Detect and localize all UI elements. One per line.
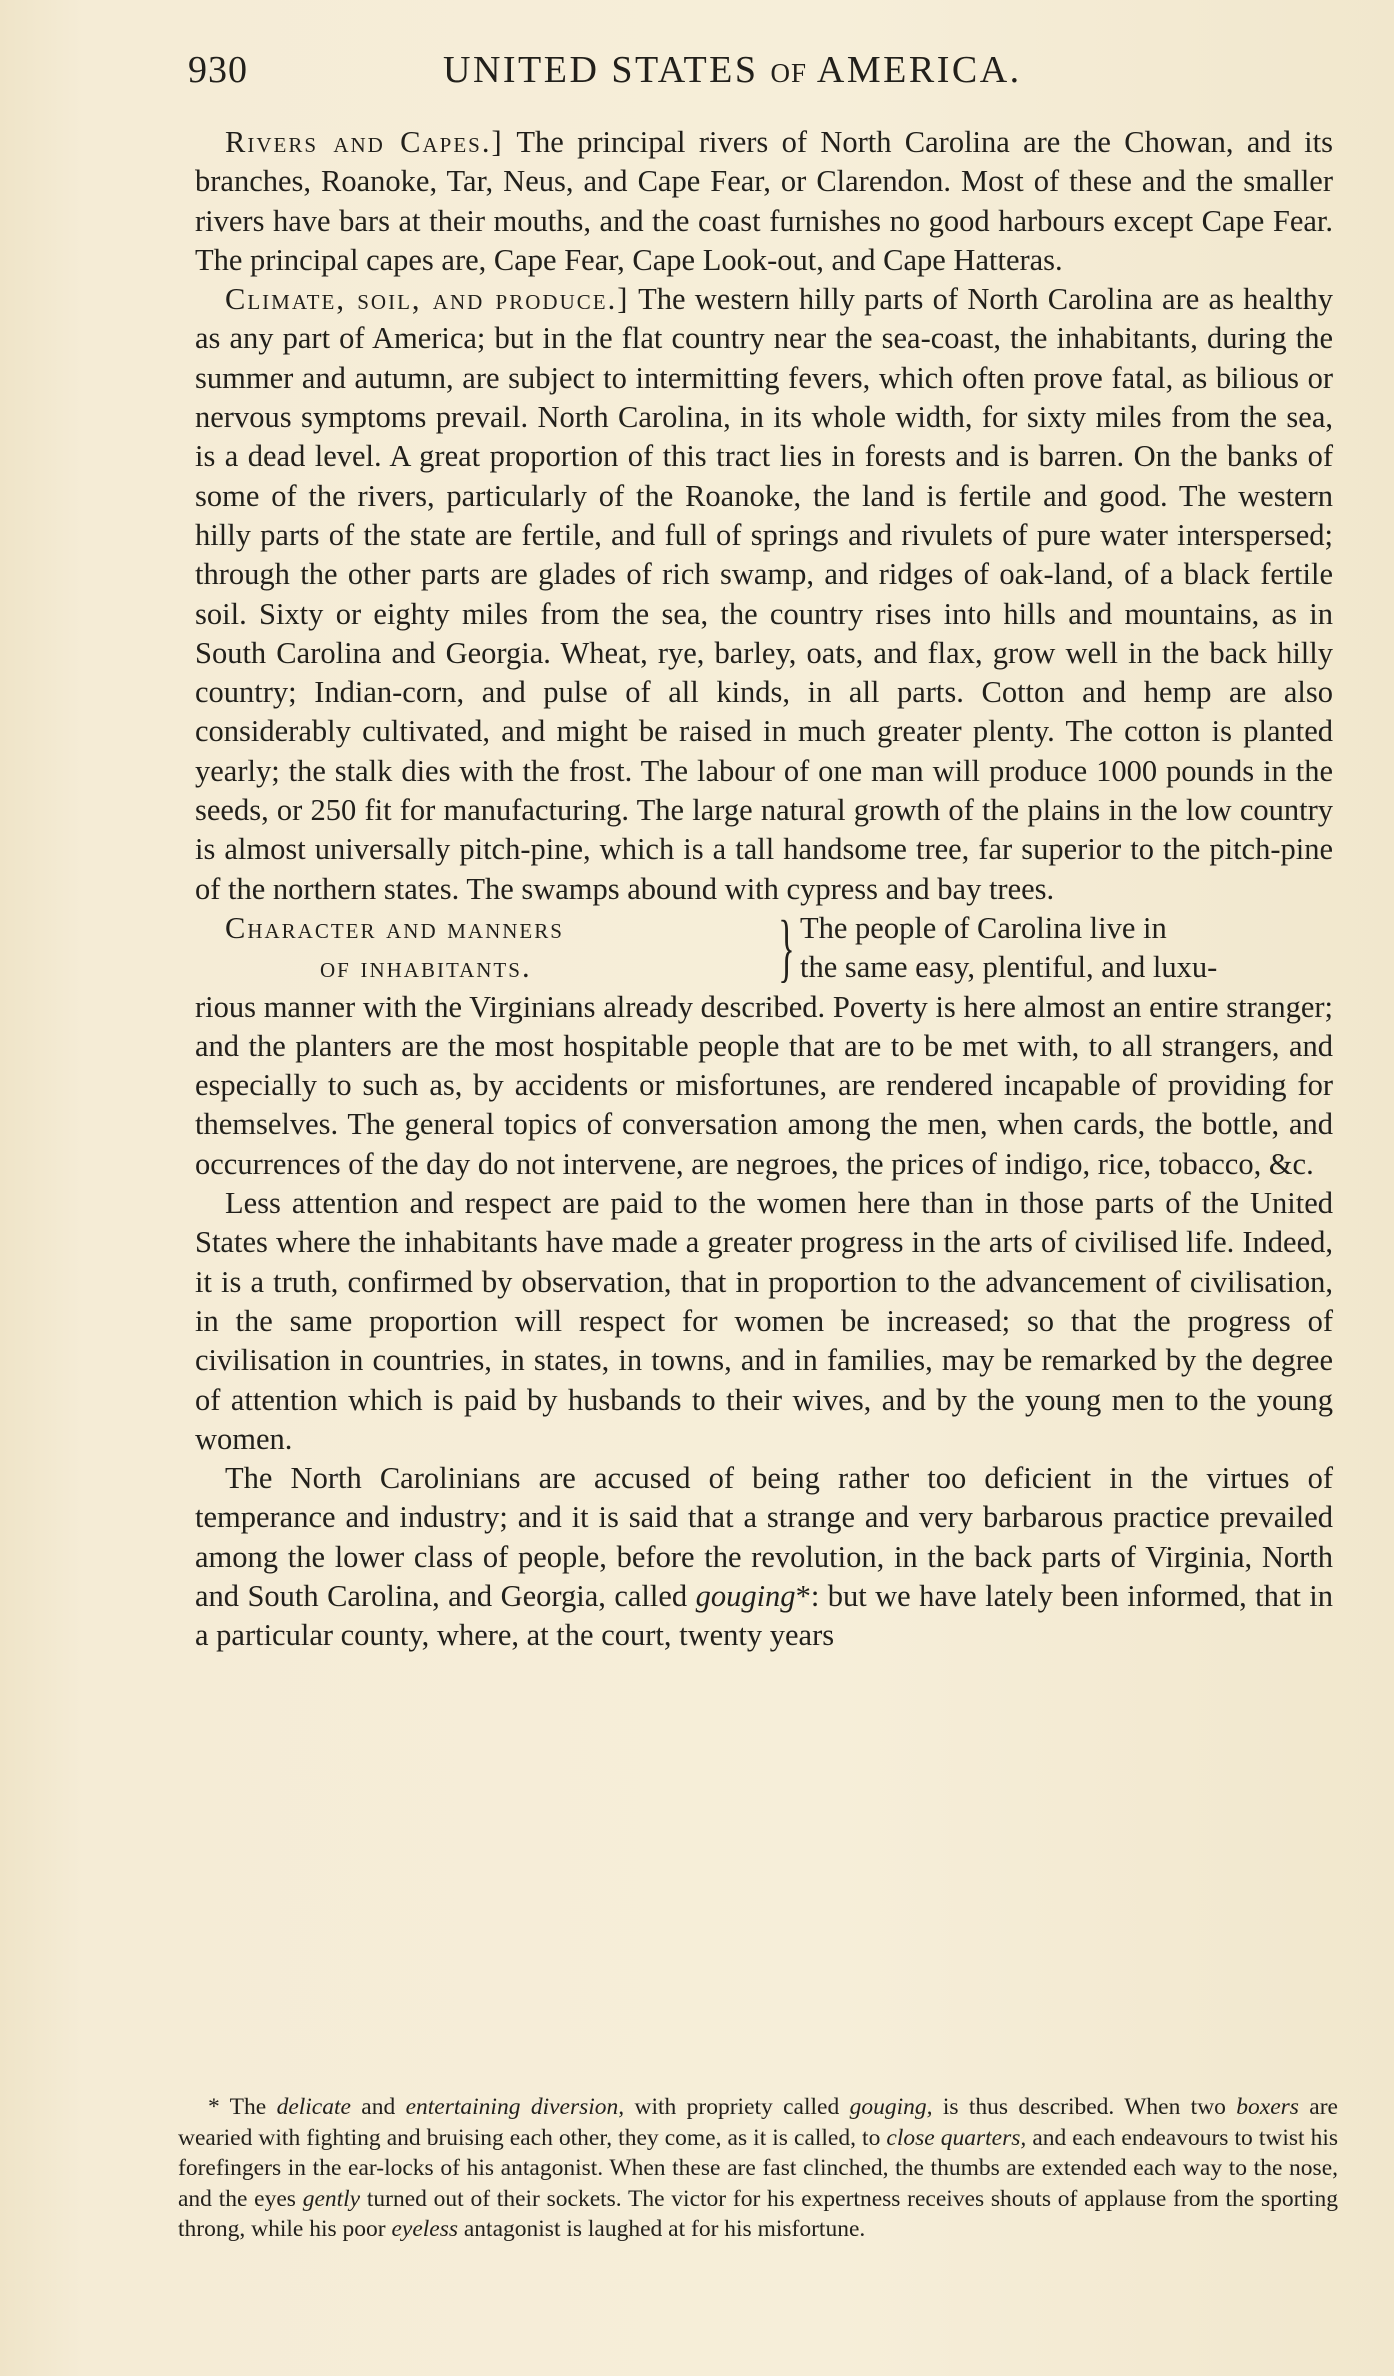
fn-italic-5: close quarters, xyxy=(886,2124,1027,2151)
brace-glyph: } xyxy=(778,905,795,990)
section-heading-rivers: Rivers and Capes.] xyxy=(225,125,504,159)
section-heading-climate: Climate, soil, and produce.] xyxy=(225,282,630,317)
main-text xyxy=(195,123,1333,1656)
fn-italic-1: delicate xyxy=(276,2094,351,2120)
fn-text-7: turned out of their sockets. The victor for his expertness receives shouts of applause from the sporting throng, while his poor xyxy=(178,2185,1338,2242)
footnote xyxy=(178,2092,1338,2245)
side-heading-text xyxy=(800,909,1333,988)
fn-italic-2: entertaining diversion, xyxy=(405,2094,625,2120)
gouging-text-before: The North Carolinians are accused of being rather too deficient in the virtues of temperance and industry; and it is said that a strange and very barbarous practice prevailed among the lower class of people, before the revolution, in the back parts of Virginia, North and South Carolina, and Georgia, called xyxy=(195,1461,1333,1613)
paragraph-climate xyxy=(195,280,1333,909)
paragraph-character: rious manner with the Virginians already described. Poverty is here almost an entire stranger; and the planters are the most hospitable people that are to be met with, to all strangers, and especially to such as, by accidents or misfortunes, are rendered incapable of providing for themselves. The general topics of conversation among the men, when cards, the bottle, and occurrences of the day do not intervene, are negroes, the prices of indigo, rice, tobacco, &c. xyxy=(195,989,1333,1181)
section-heading-character-line1: Character and manners xyxy=(225,910,564,945)
fn-text-6: and each endeavours to twist his forefingers in the ear-locks of his antagonist. When these are fast clinched, the thumbs are extended each way to the nose, and the eyes xyxy=(178,2124,1339,2212)
character-text-line1: The people of Carolina live in xyxy=(800,910,1167,945)
title-part-of: OF xyxy=(770,58,808,88)
fn-text-5: are wearied with fighting and bruising each other, they come, as it is called, to xyxy=(178,2094,1338,2151)
paragraph-gouging xyxy=(195,1459,1333,1655)
rivers-text: The principal rivers of North Carolina are the Chowan, and its branches, Roanoke, Tar, Neus, and Cape Fear, or Clarendon. Most of these and the smaller rivers have bars at their mouths, and the coast furnishes no good harbours except Cape Fear. The principal capes are, Cape Fear, Cape Look-out, and Cape Hatteras. xyxy=(195,125,1333,277)
fn-italic-6: gently xyxy=(302,2185,361,2212)
running-header xyxy=(188,48,1338,98)
title-part-2: AMERICA. xyxy=(816,49,1022,91)
title-part-1: UNITED STATES xyxy=(443,49,759,91)
side-heading-labels xyxy=(195,909,770,988)
footnote-paragraph xyxy=(178,2092,1338,2245)
fn-text-8: antagonist is laughed at for his misfortune. xyxy=(458,2216,866,2242)
running-title xyxy=(443,48,1022,92)
gouging-text-after: *: but we have lately been informed, that in a particular county, where, at the court, twenty years xyxy=(195,1578,1333,1653)
fn-italic-4: boxers xyxy=(1236,2094,1299,2120)
fn-text-2: and xyxy=(350,2094,406,2120)
page-number: 930 xyxy=(188,49,248,91)
fn-text-3: with propriety called xyxy=(624,2094,850,2120)
fn-italic-7: eyeless xyxy=(391,2216,458,2242)
fn-text-1: * The xyxy=(208,2094,277,2120)
fn-italic-3: gouging, xyxy=(849,2094,933,2120)
fn-text-4: is thus described. When two xyxy=(932,2094,1237,2120)
section-heading-character-line2: of inhabitants. xyxy=(320,950,532,985)
gouging-term: gouging xyxy=(695,1578,796,1613)
character-text-line2: the same easy, plentiful, and luxu- xyxy=(800,950,1218,985)
paragraph-women: Less attention and respect are paid to the women here than in those parts of the United States where the inhabitants have made a greater progress in the arts of civilised life. Indeed, it is a truth, confirmed by observation, that in proportion to the advancement of civilisation, in the same proportion will respect for women be increased; so that the progress of civilisation in countries, in states, in towns, and in families, may be remarked by the degree of attention which is paid by husbands to their wives, and by the young men to the young women. xyxy=(195,1186,1333,1456)
paragraph-rivers xyxy=(195,123,1333,280)
side-heading-character xyxy=(195,905,1333,990)
climate-text: The western hilly parts of North Carolina are as healthy as any part of America; but in the flat country near the sea-coast, the inhabitants, during the summer and autumn, are subject to intermitting fevers, which often prove fatal, as bilious or nervous symptoms prevail. North Carolina, in its whole width, for sixty miles from the sea, is a dead level. A great proportion of this tract lies in forests and is barren. On the banks of some of the rivers, particularly of the Roanoke, the land is fertile and good. The western hilly parts of the state are fertile, and full of springs and rivulets of pure water interspersed; through the other parts are glades of rich swamp, and ridges of oak-land, of a black fertile soil. Sixty or eighty miles from the sea, the country rises into hills and mountains, as in South Carolina and Georgia. Wheat, rye, barley, oats, and flax, grow well in the back hilly country; Indian-corn, and pulse of all kinds, in all parts. Cotton and hemp are also considerably cultivated, and might be raised in much greater plenty. The cotton is planted yearly; the stalk dies with the frost. The labour of one man will produce 1000 pounds in the seeds, or 250 fit for manufacturing. The large natural growth of the plains in the low country is almost universally pitch-pine, which is a tall handsome tree, far superior to the pitch-pine of the northern states. The swamps abound with cypress and bay trees. xyxy=(195,282,1334,906)
